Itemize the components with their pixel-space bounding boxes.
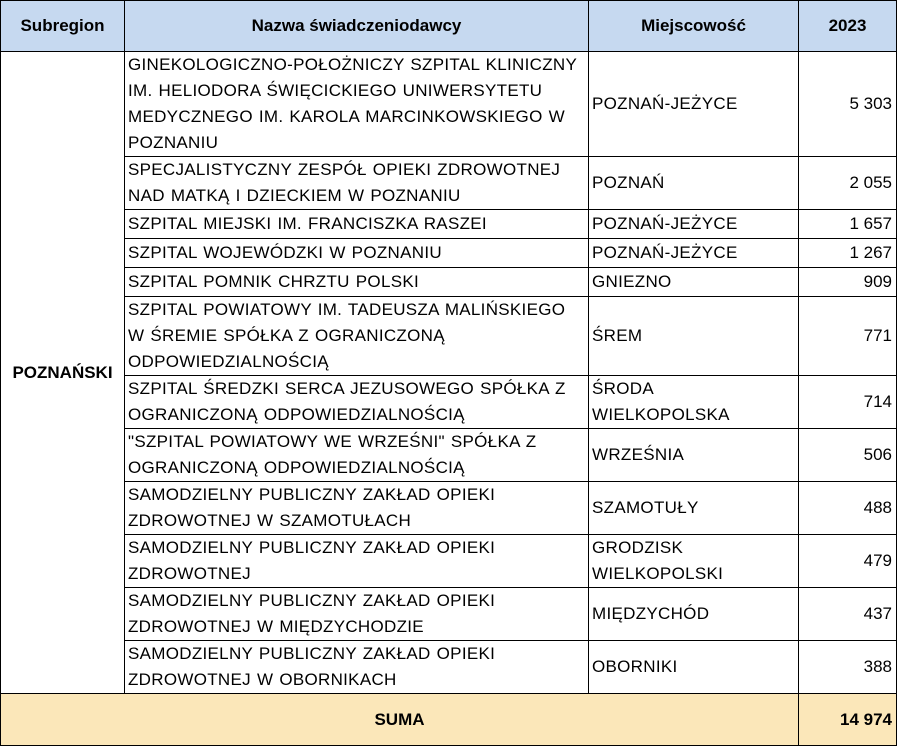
sum-label: SUMA <box>1 694 799 746</box>
value-cell: 437 <box>799 588 897 641</box>
table-row <box>1 641 897 694</box>
table-row <box>1 239 897 268</box>
provider-name-cell: SAMODZIELNY PUBLICZNY ZAKŁAD OPIEKI ZDROWOTNEJ W MIĘDZYCHODZIE <box>125 588 589 641</box>
city-cell: OBORNIKI <box>589 641 799 694</box>
provider-name-cell: SZPITAL MIEJSKI IM. FRANCISZKA RASZEI <box>125 210 589 239</box>
value-cell: 5 303 <box>799 52 897 157</box>
value-cell: 1 267 <box>799 239 897 268</box>
value-cell: 506 <box>799 429 897 482</box>
value-cell: 488 <box>799 482 897 535</box>
table-row <box>1 482 897 535</box>
table-row <box>1 535 897 588</box>
table-row <box>1 429 897 482</box>
provider-name-cell: SZPITAL POMNIK CHRZTU POLSKI <box>125 268 589 297</box>
provider-name-cell: SAMODZIELNY PUBLICZNY ZAKŁAD OPIEKI ZDROWOTNEJ W SZAMOTUŁACH <box>125 482 589 535</box>
sum-row <box>1 694 897 746</box>
table-row <box>1 268 897 297</box>
value-cell: 909 <box>799 268 897 297</box>
city-cell: POZNAŃ-JEŻYCE <box>589 52 799 157</box>
value-cell: 388 <box>799 641 897 694</box>
provider-name-cell: SZPITAL WOJEWÓDZKI W POZNANIU <box>125 239 589 268</box>
city-cell: GRODZISK WIELKOPOLSKI <box>589 535 799 588</box>
value-cell: 479 <box>799 535 897 588</box>
city-cell: MIĘDZYCHÓD <box>589 588 799 641</box>
table-row <box>1 297 897 376</box>
city-cell: POZNAŃ <box>589 157 799 210</box>
table-row <box>1 376 897 429</box>
city-cell: POZNAŃ-JEŻYCE <box>589 210 799 239</box>
city-cell: WRZEŚNIA <box>589 429 799 482</box>
city-cell: POZNAŃ-JEŻYCE <box>589 239 799 268</box>
value-cell: 771 <box>799 297 897 376</box>
header-subregion: Subregion <box>1 1 125 52</box>
table-row <box>1 588 897 641</box>
city-cell: GNIEZNO <box>589 268 799 297</box>
provider-name-cell: GINEKOLOGICZNO-POŁOŻNICZY SZPITAL KLINICZNY IM. HELIODORA ŚWIĘCICKIEGO UNIWERSYTETU MEDYCZNEGO IM. KAROLA MARCINKOWSKIEGO W POZNANIU <box>125 52 589 157</box>
provider-name-cell: SPECJALISTYCZNY ZESPÓŁ OPIEKI ZDROWOTNEJ NAD MATKĄ I DZIECKIEM W POZNANIU <box>125 157 589 210</box>
table-row <box>1 210 897 239</box>
city-cell: ŚREM <box>589 297 799 376</box>
header-row <box>1 1 897 52</box>
city-cell: SZAMOTUŁY <box>589 482 799 535</box>
value-cell: 714 <box>799 376 897 429</box>
header-city: Miejscowość <box>589 1 799 52</box>
value-cell: 1 657 <box>799 210 897 239</box>
provider-name-cell: SAMODZIELNY PUBLICZNY ZAKŁAD OPIEKI ZDROWOTNEJ <box>125 535 589 588</box>
provider-name-cell: SAMODZIELNY PUBLICZNY ZAKŁAD OPIEKI ZDROWOTNEJ W OBORNIKACH <box>125 641 589 694</box>
table-row <box>1 52 897 157</box>
provider-name-cell: SZPITAL POWIATOWY IM. TADEUSZA MALIŃSKIEGO W ŚREMIE SPÓŁKA Z OGRANICZONĄ ODPOWIEDZIALNOŚCIĄ <box>125 297 589 376</box>
provider-name-cell: "SZPITAL POWIATOWY WE WRZEŚNI" SPÓŁKA Z OGRANICZONĄ ODPOWIEDZIALNOŚCIĄ <box>125 429 589 482</box>
table-body <box>1 52 897 694</box>
city-cell: ŚRODA WIELKOPOLSKA <box>589 376 799 429</box>
header-provider-name: Nazwa świadczeniodawcy <box>125 1 589 52</box>
sum-value: 14 974 <box>799 694 897 746</box>
value-cell: 2 055 <box>799 157 897 210</box>
subregion-cell: POZNAŃSKI <box>1 52 125 694</box>
provider-name-cell: SZPITAL ŚREDZKI SERCA JEZUSOWEGO SPÓŁKA Z OGRANICZONĄ ODPOWIEDZIALNOŚCIĄ <box>125 376 589 429</box>
table-row <box>1 157 897 210</box>
header-year: 2023 <box>799 1 897 52</box>
